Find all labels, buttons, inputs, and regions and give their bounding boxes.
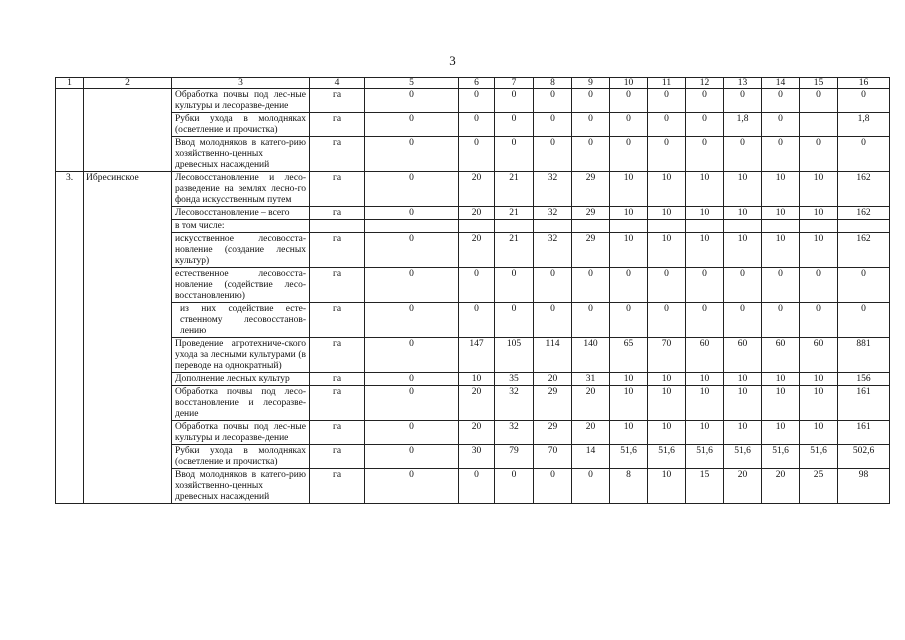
table-row <box>56 386 890 421</box>
unit-cell: га <box>310 233 365 268</box>
value-cell: 10 <box>724 386 762 421</box>
table-row <box>56 172 890 207</box>
value-cell: 51,6 <box>800 445 838 469</box>
row-number-cell <box>56 113 84 137</box>
column-number: 2 <box>84 78 172 89</box>
value-cell: 10 <box>724 373 762 386</box>
activity-cell: из них содействие есте-ственному лесовосстанов-лению <box>172 303 310 338</box>
activity-cell: Обработка почвы под лес-ные культуры и лесоразве-дение <box>172 89 310 113</box>
value-cell: 10 <box>800 373 838 386</box>
value-cell: 0 <box>459 113 495 137</box>
value-cell: 20 <box>459 233 495 268</box>
value-cell: 10 <box>800 421 838 445</box>
value-cell: 0 <box>365 233 459 268</box>
value-cell: 0 <box>800 89 838 113</box>
row-number-cell: 3. <box>56 172 84 504</box>
value-cell: 0 <box>686 303 724 338</box>
value-cell: 0 <box>495 268 534 303</box>
value-cell: 10 <box>762 233 800 268</box>
value-cell: 161 <box>838 421 890 445</box>
table-row <box>56 233 890 268</box>
column-number: 14 <box>762 78 800 89</box>
value-cell: 0 <box>648 268 686 303</box>
column-number: 12 <box>686 78 724 89</box>
value-cell: 21 <box>495 233 534 268</box>
value-cell: 10 <box>648 469 686 504</box>
column-number: 4 <box>310 78 365 89</box>
column-number: 13 <box>724 78 762 89</box>
unit-cell: га <box>310 386 365 421</box>
unit-cell: га <box>310 137 365 172</box>
value-cell: 0 <box>365 137 459 172</box>
value-cell: 140 <box>572 338 610 373</box>
table-row <box>56 338 890 373</box>
value-cell: 10 <box>724 233 762 268</box>
value-cell: 0 <box>648 113 686 137</box>
region-cell <box>84 137 172 172</box>
value-cell: 0 <box>459 303 495 338</box>
value-cell: 0 <box>365 421 459 445</box>
unit-cell <box>310 220 365 233</box>
value-cell: 70 <box>648 338 686 373</box>
value-cell: 10 <box>610 172 648 207</box>
value-cell: 0 <box>686 137 724 172</box>
value-cell: 10 <box>648 207 686 220</box>
value-cell: 0 <box>534 113 572 137</box>
value-cell: 10 <box>686 233 724 268</box>
value-cell <box>572 220 610 233</box>
table-row <box>56 469 890 504</box>
value-cell: 10 <box>610 373 648 386</box>
value-cell: 0 <box>724 268 762 303</box>
value-cell: 10 <box>762 373 800 386</box>
value-cell: 0 <box>724 89 762 113</box>
activity-cell: Ввод молодняков в катего-рию хозяйственно-ценных древесных насаждений <box>172 137 310 172</box>
value-cell: 10 <box>686 421 724 445</box>
value-cell: 0 <box>610 268 648 303</box>
value-cell: 35 <box>495 373 534 386</box>
value-cell: 0 <box>459 89 495 113</box>
value-cell: 0 <box>610 113 648 137</box>
unit-cell: га <box>310 373 365 386</box>
value-cell: 60 <box>686 338 724 373</box>
value-cell: 147 <box>459 338 495 373</box>
column-number: 6 <box>459 78 495 89</box>
value-cell: 161 <box>838 386 890 421</box>
column-number: 16 <box>838 78 890 89</box>
value-cell: 8 <box>610 469 648 504</box>
region-cell <box>84 113 172 137</box>
value-cell: 0 <box>534 469 572 504</box>
value-cell: 0 <box>800 303 838 338</box>
value-cell <box>762 220 800 233</box>
table-row <box>56 268 890 303</box>
row-number-cell <box>56 137 84 172</box>
value-cell: 10 <box>686 207 724 220</box>
value-cell: 10 <box>724 207 762 220</box>
value-cell <box>459 220 495 233</box>
column-number: 15 <box>800 78 838 89</box>
column-number: 1 <box>56 78 84 89</box>
value-cell: 20 <box>459 421 495 445</box>
value-cell: 0 <box>534 268 572 303</box>
value-cell: 162 <box>838 172 890 207</box>
value-cell <box>648 220 686 233</box>
value-cell: 10 <box>610 421 648 445</box>
value-cell: 0 <box>572 113 610 137</box>
value-cell: 32 <box>534 233 572 268</box>
value-cell: 10 <box>762 207 800 220</box>
value-cell: 20 <box>762 469 800 504</box>
value-cell: 29 <box>572 172 610 207</box>
value-cell: 10 <box>800 233 838 268</box>
value-cell: 65 <box>610 338 648 373</box>
value-cell: 10 <box>724 172 762 207</box>
value-cell: 20 <box>459 172 495 207</box>
value-cell: 51,6 <box>610 445 648 469</box>
unit-cell: га <box>310 172 365 207</box>
value-cell: 98 <box>838 469 890 504</box>
value-cell: 10 <box>610 386 648 421</box>
value-cell: 20 <box>572 421 610 445</box>
value-cell: 10 <box>762 386 800 421</box>
value-cell: 105 <box>495 338 534 373</box>
activity-cell: искусственное лесовосста-новление (создание лесных культур) <box>172 233 310 268</box>
value-cell: 30 <box>459 445 495 469</box>
activity-cell: Ввод молодняков в катего-рию хозяйственно-ценных древесных насаждений <box>172 469 310 504</box>
region-cell: Ибресинское <box>84 172 172 504</box>
value-cell: 15 <box>686 469 724 504</box>
table-row <box>56 137 890 172</box>
region-cell <box>84 89 172 113</box>
page-number: 3 <box>449 53 456 68</box>
value-cell: 21 <box>495 207 534 220</box>
value-cell <box>610 220 648 233</box>
value-cell: 0 <box>762 137 800 172</box>
value-cell: 0 <box>648 303 686 338</box>
value-cell: 0 <box>686 89 724 113</box>
unit-cell: га <box>310 338 365 373</box>
row-number-cell <box>56 89 84 113</box>
value-cell: 0 <box>365 469 459 504</box>
value-cell: 0 <box>365 373 459 386</box>
value-cell: 0 <box>365 303 459 338</box>
activity-cell: Дополнение лесных культур <box>172 373 310 386</box>
value-cell: 0 <box>838 268 890 303</box>
value-cell: 60 <box>724 338 762 373</box>
value-cell: 0 <box>838 89 890 113</box>
value-cell: 0 <box>365 338 459 373</box>
value-cell: 51,6 <box>724 445 762 469</box>
value-cell: 20 <box>459 386 495 421</box>
value-cell: 0 <box>365 113 459 137</box>
table-row <box>56 207 890 220</box>
value-cell: 0 <box>365 207 459 220</box>
value-cell: 0 <box>648 137 686 172</box>
value-cell: 0 <box>365 89 459 113</box>
value-cell: 10 <box>800 207 838 220</box>
column-number: 8 <box>534 78 572 89</box>
value-cell: 0 <box>534 89 572 113</box>
value-cell: 0 <box>572 303 610 338</box>
unit-cell: га <box>310 303 365 338</box>
table-row <box>56 89 890 113</box>
value-cell: 0 <box>459 469 495 504</box>
value-cell: 20 <box>572 386 610 421</box>
value-cell: 0 <box>648 89 686 113</box>
value-cell: 0 <box>534 137 572 172</box>
value-cell: 32 <box>534 207 572 220</box>
value-cell: 10 <box>762 421 800 445</box>
value-cell: 0 <box>838 303 890 338</box>
unit-cell: га <box>310 207 365 220</box>
value-cell: 0 <box>572 89 610 113</box>
value-cell: 29 <box>534 421 572 445</box>
activity-cell: Обработка почвы под лесо-восстановление и лесоразве-дение <box>172 386 310 421</box>
value-cell: 10 <box>762 172 800 207</box>
value-cell: 31 <box>572 373 610 386</box>
value-cell: 51,6 <box>648 445 686 469</box>
value-cell: 20 <box>459 207 495 220</box>
value-cell: 0 <box>572 469 610 504</box>
value-cell <box>495 220 534 233</box>
value-cell: 0 <box>762 303 800 338</box>
value-cell: 0 <box>800 268 838 303</box>
value-cell <box>800 220 838 233</box>
value-cell: 0 <box>365 268 459 303</box>
value-cell: 14 <box>572 445 610 469</box>
column-number: 9 <box>572 78 610 89</box>
value-cell: 10 <box>459 373 495 386</box>
table-row <box>56 421 890 445</box>
activity-cell: Лесовосстановление – всего <box>172 207 310 220</box>
value-cell: 0 <box>838 137 890 172</box>
value-cell: 10 <box>610 233 648 268</box>
value-cell: 51,6 <box>762 445 800 469</box>
value-cell: 10 <box>648 421 686 445</box>
value-cell: 32 <box>495 386 534 421</box>
value-cell: 0 <box>610 303 648 338</box>
column-number: 3 <box>172 78 310 89</box>
value-cell: 0 <box>495 113 534 137</box>
unit-cell: га <box>310 421 365 445</box>
value-cell <box>365 220 459 233</box>
value-cell: 10 <box>648 172 686 207</box>
activity-cell: Рубки ухода в молодняках (осветление и прочистка) <box>172 113 310 137</box>
activity-cell: Обработка почвы под лес-ные культуры и лесоразве-дение <box>172 421 310 445</box>
value-cell: 1,8 <box>838 113 890 137</box>
forest-activities-table <box>55 77 890 504</box>
value-cell: 51,6 <box>686 445 724 469</box>
value-cell: 0 <box>686 268 724 303</box>
value-cell: 25 <box>800 469 838 504</box>
unit-cell: га <box>310 89 365 113</box>
value-cell: 10 <box>686 172 724 207</box>
value-cell: 0 <box>686 113 724 137</box>
value-cell: 502,6 <box>838 445 890 469</box>
column-number: 7 <box>495 78 534 89</box>
value-cell: 0 <box>534 303 572 338</box>
value-cell: 60 <box>762 338 800 373</box>
value-cell: 10 <box>800 172 838 207</box>
value-cell: 0 <box>495 469 534 504</box>
activity-cell: в том числе: <box>172 220 310 233</box>
value-cell: 20 <box>534 373 572 386</box>
value-cell: 29 <box>572 233 610 268</box>
column-number-row <box>56 78 890 89</box>
unit-cell: га <box>310 113 365 137</box>
value-cell: 0 <box>572 137 610 172</box>
value-cell: 10 <box>724 421 762 445</box>
value-cell <box>838 220 890 233</box>
value-cell: 29 <box>534 386 572 421</box>
value-cell: 0 <box>365 445 459 469</box>
value-cell: 0 <box>365 386 459 421</box>
value-cell: 0 <box>724 303 762 338</box>
activity-cell: естественное лесовосста-новление (содействие лесо-восстановлению) <box>172 268 310 303</box>
value-cell: 70 <box>534 445 572 469</box>
activity-cell: Проведение агротехниче-ского ухода за лесными культурами (в переводе на однократный) <box>172 338 310 373</box>
value-cell: 162 <box>838 207 890 220</box>
value-cell: 10 <box>648 233 686 268</box>
value-cell: 10 <box>648 386 686 421</box>
value-cell: 0 <box>800 137 838 172</box>
column-number: 11 <box>648 78 686 89</box>
value-cell: 1,8 <box>724 113 762 137</box>
value-cell: 0 <box>365 172 459 207</box>
value-cell: 0 <box>495 137 534 172</box>
value-cell: 10 <box>686 386 724 421</box>
value-cell: 162 <box>838 233 890 268</box>
value-cell: 0 <box>610 137 648 172</box>
value-cell: 32 <box>495 421 534 445</box>
value-cell: 0 <box>762 113 800 137</box>
value-cell: 881 <box>838 338 890 373</box>
value-cell: 10 <box>610 207 648 220</box>
value-cell: 156 <box>838 373 890 386</box>
value-cell <box>534 220 572 233</box>
column-number: 10 <box>610 78 648 89</box>
value-cell: 0 <box>610 89 648 113</box>
value-cell: 79 <box>495 445 534 469</box>
value-cell: 10 <box>800 386 838 421</box>
table-row <box>56 373 890 386</box>
table-row <box>56 445 890 469</box>
value-cell: 0 <box>459 268 495 303</box>
value-cell: 10 <box>648 373 686 386</box>
value-cell: 0 <box>459 137 495 172</box>
value-cell <box>686 220 724 233</box>
value-cell <box>724 220 762 233</box>
value-cell: 114 <box>534 338 572 373</box>
value-cell: 60 <box>800 338 838 373</box>
value-cell: 0 <box>572 268 610 303</box>
value-cell: 0 <box>724 137 762 172</box>
unit-cell: га <box>310 445 365 469</box>
table-row <box>56 113 890 137</box>
table-row <box>56 220 890 233</box>
unit-cell: га <box>310 268 365 303</box>
unit-cell: га <box>310 469 365 504</box>
value-cell: 21 <box>495 172 534 207</box>
activity-cell: Лесовосстановление и лесо-разведение на землях лесно-го фонда искусственным путем <box>172 172 310 207</box>
activity-cell: Рубки ухода в молодняках (осветление и прочистка) <box>172 445 310 469</box>
value-cell: 10 <box>686 373 724 386</box>
table-row <box>56 303 890 338</box>
value-cell: 0 <box>495 303 534 338</box>
value-cell: 20 <box>724 469 762 504</box>
value-cell: 0 <box>495 89 534 113</box>
value-cell: 0 <box>762 89 800 113</box>
column-number: 5 <box>365 78 459 89</box>
value-cell: 0 <box>762 268 800 303</box>
value-cell: 29 <box>572 207 610 220</box>
value-cell <box>800 113 838 137</box>
value-cell: 32 <box>534 172 572 207</box>
